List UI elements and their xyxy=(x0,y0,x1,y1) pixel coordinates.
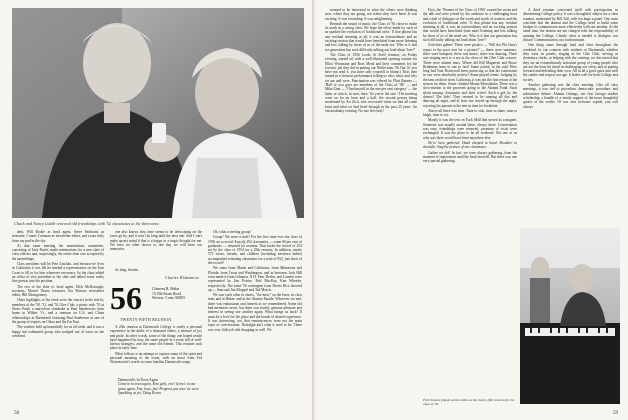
signoff: Charles Blakemore xyxy=(165,276,200,280)
paragraph: The weather held up beautifully for us all week, and it was a happy but exhausted group who trudged out of town on the weekend. xyxy=(12,325,104,338)
left-column-2b xyxy=(110,325,202,377)
left-col1-text xyxy=(12,230,104,338)
paragraph: We saw each other in shorts, "the men," on the lawn, in class tents and in Baker, and in the Alumni Parade. Wherever we met, there was enthusiasm and interest as we remembered. Some old bad memories arose, but there was mostly genuine pleasure and interest in seeing one another again. What brings us back? It must be a love for the place and the bonds of shared experience. It was interesting, too, that reminiscences were not the main topic of conversation. Nostalgia ain't what it used to be. There was very little job title dropping as well. We xyxy=(208,293,302,332)
section-title: TWENTY-FIFTH REUNION xyxy=(120,318,172,322)
paragraph: Above all there was time. Time to visit, time to share, time to laugh, time to cry. xyxy=(423,108,517,118)
class-number: 56 xyxy=(110,280,142,316)
paragraph: Group? We were a mob! For the first time ever the class of 1956 set a record. Exactly 292 classmates — some 60 per cent of graduates — returned for reunion. That broke the record of 254 set by the class of 1954 for a 25th reunion. In addition, nearly 575 wives, friends, and children (including newborn babes) accompanied returning classmates for a total of 852, just short of the record! xyxy=(208,235,302,266)
paragraph: The rest of the slate is: head agent, Dick McDonough; secretary, Marcel Thorn; treasurer, Jon Watson; newsletter editor, Bill Montgomery. xyxy=(12,284,104,298)
paragraph: The Class of 1956 Looks At Itself seminar, on Friday evening, started off with a well-illustrated opening routine for Elliot Wissmann and Ross Mead and their comments for the forensic job they did in putting our 'Reflections '56 Our' (if you have not read it, you have only yourself to blame.) Ross then turned in a virtuoso performance telling us who, what, and why we are and were. Punctuation was offered by Flint Ranney — 'Half of you guys are members of the Class of '58!' — and Mike Zinn — 'I find myself in the one per cent category' — the latter of which, in turn, drew 'So you're the one.' The meeting went on for an hour and a half, the second person being moderated by Art Zich, who recovered when we had all come from and what we had lived through in the past 25 years. An extraordinary evening. No one left early! xyxy=(325,52,417,113)
song-verse xyxy=(118,378,202,395)
paragraph: At that same meeting the nominations committee, consisting of Jack Boyle, made nominations for a new slate of class officers and, surprisingly, the entire slate was accepted by the assemblage. xyxy=(12,243,104,261)
photo-caption-right: Fritz Simons played all the oldies at the twenty-fifth reunion for the class of '56. xyxy=(423,398,515,406)
farewell-line xyxy=(110,268,155,274)
paragraph: A third seminar concerned itself with participation in determining College policy. It was a thoughtful subject for a class reunion, moderated by Bill Tull, with ten large a panel. One must conclude that the alumni and the College need to build some bridges to communicate more effectively with one another. At the same time, the alumni are not charged with the responsibility of running the College. Clearly what is needed is dialogue, not dictate. Communication, not confrontation. xyxy=(523,8,618,43)
paragraph: seemed to be interested in what the others were thinking now, where they are going, not where they have been. It was exciting. It was rewarding. It was enlightening. xyxy=(325,8,417,21)
paragraph: So long, friends. xyxy=(115,268,139,272)
photo-caption: Chuck and Nancy Liddle renewed old friendships with '52 classmates at the threesome. xyxy=(14,221,160,226)
song-lyrics: Come in to town again, Row girls, row! Grow's in our grass again, Fun, boys, fun! Progress you once we were. Sparkling as yet, Doug Kearn. xyxy=(118,382,200,395)
paragraph: Class president will be Pete Zinchko, and because he lives in California it was felt he needed a representative on the East Coast to fill in for him whenever necessary. So the class added an office of vice president to the slate and talked some really fine person into the position. xyxy=(12,262,104,284)
paragraph: Activities galore! There were picnics — 'Will the Phi Gam's report to the poor tent for a picture?' — there were seminars, there were banquets, there was music, there was dancing. There was singing next to a sea at the close of the Glee Club concert. There were alumni tours. Where did Bill Magarrett and Bruce Brinkman learn to run so fast? Some joined, in the rain! How long had Tom Roosewall been practicing so that his contestants in raw were absolutely perfect? Some played tennis. Judging by the tans on those from California, it was not the first return of the season for them. Some climbed Mount Moosilauke. There was a slow-motion to the proceeds going to the Alumni Fund. Such silent unsung classmates and their wives! Such a gift by the donors! The kids! They seemed to be running all day and dancing all night, and at least one stayed up through the night, rejoicing his parents at the tent in time for breakfast. xyxy=(423,43,517,108)
secretary-city: Weston, Conn. 06883 xyxy=(152,296,185,301)
photo-chuck-nancy-liddle xyxy=(12,8,304,218)
right-column-1 xyxy=(325,8,417,408)
right-page xyxy=(315,0,628,420)
paragraph: Another gathering was the class meeting. Like all class meetings, it was tied to procedure, democratic procedure, and substantive debate. Alumni Outings, our first foreign student scholarship, a bundle of a steady support of the more thoughtful quotes of the weeks. Of our own in-house capital, you will always xyxy=(523,83,618,109)
photo-fritz-simons-piano xyxy=(520,228,620,404)
paragraph: Gather we did! In fact, we were always gathering, from the moment of registration until the final farewell. But there was one very special gathering. xyxy=(423,150,517,164)
left-column-3 xyxy=(208,230,302,405)
secretary-address xyxy=(152,287,202,301)
paragraph: We've been gathered. Hand clasped in hand. Shoulder to shoulder. Sing the praises of our classmates. xyxy=(423,140,517,150)
secretary-name: Clement B. Malin xyxy=(152,287,180,291)
page-number-right: 59 xyxy=(613,411,618,416)
left-column-2 xyxy=(110,230,202,268)
paragraph: dent, Will Rooke as head agent, Steve Parkhurst as treasurer, Connie Carsman as newsletter editor, and yours truly from my pad in the sky. xyxy=(12,230,104,243)
paragraph: Oh, what a sterling group! xyxy=(213,230,251,234)
right-column-2 xyxy=(423,8,517,408)
paragraph: one also knows how time seems to be telescoping on the years go by, and it won't be long until the next one. And I can't make up my mind if that is a happy or a tragic thought for me. We have no other choice to one day we will have our memories. xyxy=(110,230,202,252)
left-column-1 xyxy=(12,230,104,405)
paragraph: One thing came through loud and clear throughout the weekend. In our contacts with students at Dartmouth, whether they were on panels, singing in the Glee Club, serving as dormitory clerks, or helping with the catering, we discovered that they are an extraordinarily articulate group of young people who are not the least bit timid in challenging our views and in putting forward and defending their own. All in all a good spirit and with the candor and respect our age. It bodes well for both College and society. xyxy=(523,43,618,82)
right-column-3 xyxy=(523,8,618,226)
paragraph: A 25th reunion at Dartmouth College is surely a personal experience in the midst of a thousand others, a mixture of joy and pride. In other words, some of the things one hoped would have happened by now, the same people in a room full of well-known strangers, and the same old friends. This reunion took place in early June. xyxy=(110,325,202,351)
paragraph: Mostly it was the tent on Tuck Mall that served as a magnet. Someone was usually around there, always there. Conversation was easy, friendships were renewed, promises of visits were exchanged. It was the place to be all weekend. Not one of us who was there would have been anywhere else. xyxy=(423,118,517,140)
paragraph: What follows is an attempt to capture some of the spirit and personal meaning of the event, with an assist from Ted Warrenstock's words in some familiar Dartmouth songs: xyxy=(110,351,202,365)
page-number-left: 58 xyxy=(14,411,19,416)
song-title: Dartmouth's In Town Again xyxy=(118,378,158,382)
paragraph: We came from Maine and California, from Minnesota and Florida, from Texas and Washington, and in between. Jack Hill even made it from Lebanon, N.H. Pam, Berlin, and London were represented by Jim Poirier, Bob MacKay, Ken Wheeler, respectively. The same '56 contingent from Puerto Rico showed up — Sam and Jim Kluppel and Ted Morris. xyxy=(208,266,302,292)
paragraph: Other highlights of the week were the concert in the tent by members of the '50, '51, and '52 Glee Club, a picnic with '53 at Storrs Pond, a marvelous clambake at Paul Sanderson's farm home in Wilder, Vt., and a seminar on U.S. and China relationships at Dartmouth featuring Paul Sanderson as one of the group of experts on China and the Far East. xyxy=(12,298,104,324)
paragraph: Beneath the sound of music, the Class of '56 chose to make its mark as a caring class. We hope the effort made by each of us sparked the evolution of 'traditional roles.' If that phrase has any residual meaning at all, it was an extraordinary and an exciting session that would have benefitted from more listening and less talking by those of us of the male sex. Who is it that we generation has such difficulty talking out loud about 'love?' xyxy=(325,21,417,52)
left-page xyxy=(0,0,313,420)
paragraph: First, the 'Women of the Class of 1956' owned the room and the talk and were joined by the audience to a challenging hour and a half of dialogue on the worth and worth of women, and the evolution of 'traditional roles.' If that phrase has any residual meaning at all, it was an extraordinary and an exciting session that would have benefitted from more listening and less talking by those of us of the male sex. Who is it that our generation has such difficulty talking out loud about 'love'? xyxy=(423,8,517,43)
secretary-street: 15 Old Stone Road xyxy=(152,291,182,296)
